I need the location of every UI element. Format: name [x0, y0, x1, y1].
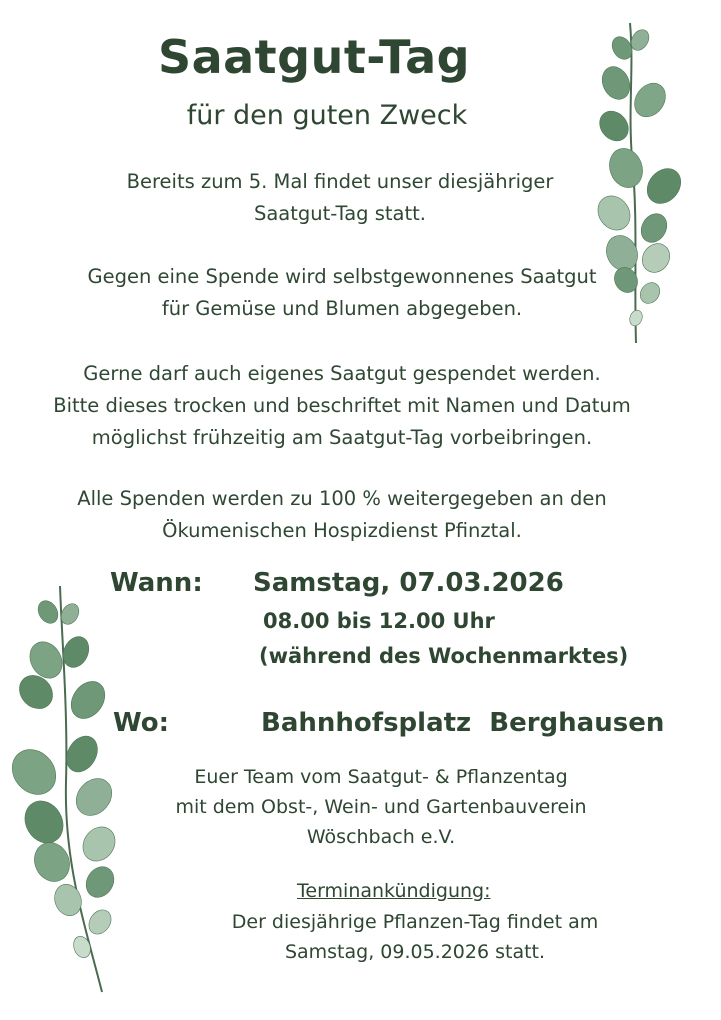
seed-donation-paragraph: [0, 358, 684, 454]
text-line: Alle Spenden werden zu 100 % weitergegeben an den: [77, 487, 607, 510]
donation-paragraph: [0, 261, 684, 325]
text-line: Euer Team vom Saatgut- & Pflanzentag: [194, 766, 568, 788]
text-line: mit dem Obst-, Wein- und Gartenbauverein: [175, 796, 587, 818]
text-line: möglichst frühzeitig am Saatgut-Tag vorbeibringen.: [91, 426, 593, 449]
notice-heading: Terminankündigung:: [297, 880, 491, 902]
when-label: Wann:: [110, 568, 203, 598]
text-line: Saatgut-Tag statt.: [253, 202, 426, 225]
text-line: für Gemüse und Blumen abgegeben.: [161, 297, 523, 320]
intro-paragraph: [0, 166, 680, 230]
text-line: Gegen eine Spende wird selbstgewonnenes Saatgut: [87, 265, 597, 288]
notice-text: [200, 907, 630, 967]
event-place: Bahnhofsplatz Berghausen: [261, 708, 665, 738]
text-line: Samstag, 09.05.2026 statt.: [284, 941, 546, 963]
where-label: Wo:: [113, 708, 170, 738]
page-title: Saatgut-Tag: [157, 30, 471, 84]
text-line: Der diesjährige Pflanzen-Tag findet am: [231, 911, 599, 933]
event-market-note: (während des Wochenmarktes): [259, 644, 629, 668]
text-line: Gerne darf auch eigenes Saatgut gespendet werden.: [83, 362, 601, 385]
text-line: Bitte dieses trocken und beschriftet mit Namen und Datum: [53, 394, 631, 417]
team-signature: [96, 762, 666, 852]
recipient-paragraph: [0, 483, 684, 547]
event-date: Samstag, 07.03.2026: [253, 568, 564, 598]
eucalyptus-sprig-icon: [4, 582, 124, 997]
text-line: Bereits zum 5. Mal findet unser diesjähriger: [126, 170, 554, 193]
text-line: Ökumenischen Hospizdienst Pfinztal.: [162, 519, 522, 542]
page-subtitle: für den guten Zweck: [186, 100, 468, 131]
eucalyptus-sprig-icon: [596, 18, 696, 348]
event-time: 08.00 bis 12.00 Uhr: [263, 609, 495, 633]
text-line: Wöschbach e.V.: [306, 826, 456, 848]
